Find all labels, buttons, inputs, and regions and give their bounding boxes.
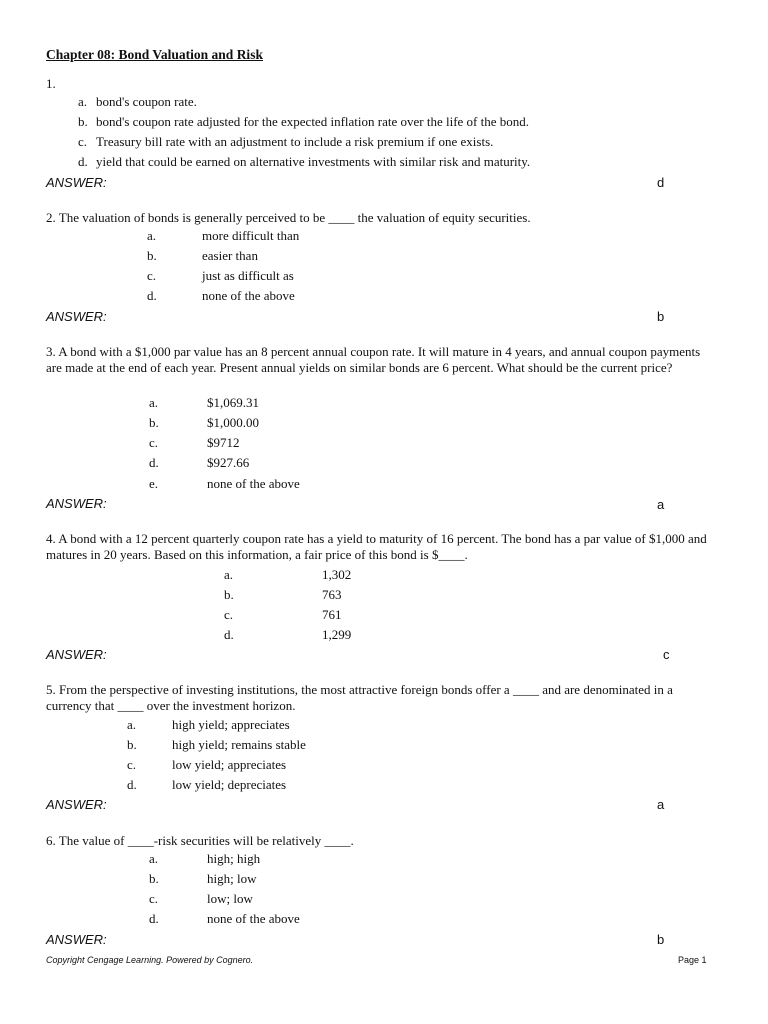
q5-option-c-letter: c. bbox=[127, 757, 137, 772]
q1-option-b-text: bond's coupon rate adjusted for the expected inflation rate over the life of the bond. bbox=[96, 114, 529, 129]
q3-option-d-text: $927.66 bbox=[207, 455, 250, 470]
q3-option-a-letter: a. bbox=[149, 395, 159, 410]
q2-option-a-text: more difficult than bbox=[202, 228, 300, 243]
q4-option-d-letter: d. bbox=[224, 627, 234, 642]
q4-answer-label: ANSWER: bbox=[46, 647, 107, 662]
q6-option-c-text: low; low bbox=[207, 891, 253, 906]
footer-copyright: Copyright Cengage Learning. Powered by Cognero. bbox=[46, 955, 254, 965]
q4-option-a-letter: a. bbox=[224, 567, 234, 582]
q2-option-d-letter: d. bbox=[147, 288, 157, 303]
q6-answer-value: b bbox=[657, 932, 665, 947]
footer-page-number: Page 1 bbox=[678, 955, 707, 965]
q6-option-a-text: high; high bbox=[207, 851, 261, 866]
q2-answer-value: b bbox=[657, 309, 665, 324]
q1-option-d-text: yield that could be earned on alternative investments with similar risk and maturity. bbox=[96, 154, 531, 169]
q3-answer-value: a bbox=[657, 497, 665, 512]
q6-option-a-letter: a. bbox=[149, 851, 159, 866]
q5-option-b-letter: b. bbox=[127, 737, 137, 752]
q2-option-d-text: none of the above bbox=[202, 288, 295, 303]
question-3-text: 3. A bond with a $1,000 par value has an 8 percent annual coupon rate. It will mature in 4 years, and annual coupon payments are made at the end of each year. Present annual yields on similar bonds are 6 percent. What should be the current price? bbox=[46, 344, 701, 375]
q5-option-a-text: high yield; appreciates bbox=[172, 717, 290, 732]
q5-option-c-text: low yield; appreciates bbox=[172, 757, 287, 772]
q4-option-b-letter: b. bbox=[224, 587, 234, 602]
question-6-text: 6. The value of ____-risk securities will be relatively ____. bbox=[46, 833, 354, 848]
q2-answer-label: ANSWER: bbox=[46, 309, 107, 324]
q3-option-e-text: none of the above bbox=[207, 476, 300, 491]
q3-option-b-text: $1,000.00 bbox=[207, 415, 259, 430]
q6-option-d-text: none of the above bbox=[207, 911, 300, 926]
q5-answer-label: ANSWER: bbox=[46, 797, 107, 812]
q3-option-c-letter: c. bbox=[149, 435, 159, 450]
q4-option-c-letter: c. bbox=[224, 607, 234, 622]
q2-option-b-letter: b. bbox=[147, 248, 157, 263]
q6-option-b-text: high; low bbox=[207, 871, 257, 886]
q1-answer-label: ANSWER: bbox=[46, 175, 107, 190]
q1-option-c-letter: c. bbox=[78, 134, 88, 149]
question-1-number: 1. bbox=[46, 76, 56, 91]
page-title: Chapter 08: Bond Valuation and Risk bbox=[46, 47, 263, 62]
q2-option-a-letter: a. bbox=[147, 228, 157, 243]
q4-answer-value: c bbox=[663, 647, 670, 662]
q3-answer-label: ANSWER: bbox=[46, 496, 107, 511]
q2-option-c-letter: c. bbox=[147, 268, 157, 283]
q6-option-c-letter: c. bbox=[149, 891, 159, 906]
q5-option-d-letter: d. bbox=[127, 777, 137, 792]
q6-option-b-letter: b. bbox=[149, 871, 159, 886]
q3-option-e-letter: e. bbox=[149, 476, 159, 491]
q5-option-b-text: high yield; remains stable bbox=[172, 737, 306, 752]
q3-option-b-letter: b. bbox=[149, 415, 159, 430]
q1-option-d-letter: d. bbox=[78, 154, 88, 169]
question-2-text: 2. The valuation of bonds is generally perceived to be ____ the valuation of equity securities. bbox=[46, 210, 531, 225]
q1-option-a-text: bond's coupon rate. bbox=[96, 94, 197, 109]
q6-option-d-letter: d. bbox=[149, 911, 159, 926]
q4-option-c-text: 761 bbox=[322, 607, 342, 622]
q4-option-d-text: 1,299 bbox=[322, 627, 352, 642]
question-5-text: 5. From the perspective of investing institutions, the most attractive foreign bonds offer a ____ and are denominated in a currency that ____ over the investment horizon. bbox=[46, 682, 673, 713]
q3-option-a-text: $1,069.31 bbox=[207, 395, 259, 410]
q5-option-a-letter: a. bbox=[127, 717, 137, 732]
q3-option-c-text: $9712 bbox=[207, 435, 240, 450]
question-4-text: 4. A bond with a 12 percent quarterly coupon rate has a yield to maturity of 16 percent. The bond has a par value of $1,000 and matures in 20 years. Based on this information, a fair price of this bond is $____. bbox=[46, 531, 707, 562]
q4-option-b-text: 763 bbox=[322, 587, 342, 602]
q3-option-d-letter: d. bbox=[149, 455, 159, 470]
q2-option-c-text: just as difficult as bbox=[202, 268, 294, 283]
q1-option-c-text: Treasury bill rate with an adjustment to include a risk premium if one exists. bbox=[96, 134, 494, 149]
q5-answer-value: a bbox=[657, 797, 665, 812]
q6-answer-label: ANSWER: bbox=[46, 932, 107, 947]
q5-option-d-text: low yield; depreciates bbox=[172, 777, 287, 792]
q1-option-a-letter: a. bbox=[78, 94, 88, 109]
q1-option-b-letter: b. bbox=[78, 114, 88, 129]
q2-option-b-text: easier than bbox=[202, 248, 258, 263]
q1-answer-value: d bbox=[657, 175, 665, 190]
q4-option-a-text: 1,302 bbox=[322, 567, 352, 582]
